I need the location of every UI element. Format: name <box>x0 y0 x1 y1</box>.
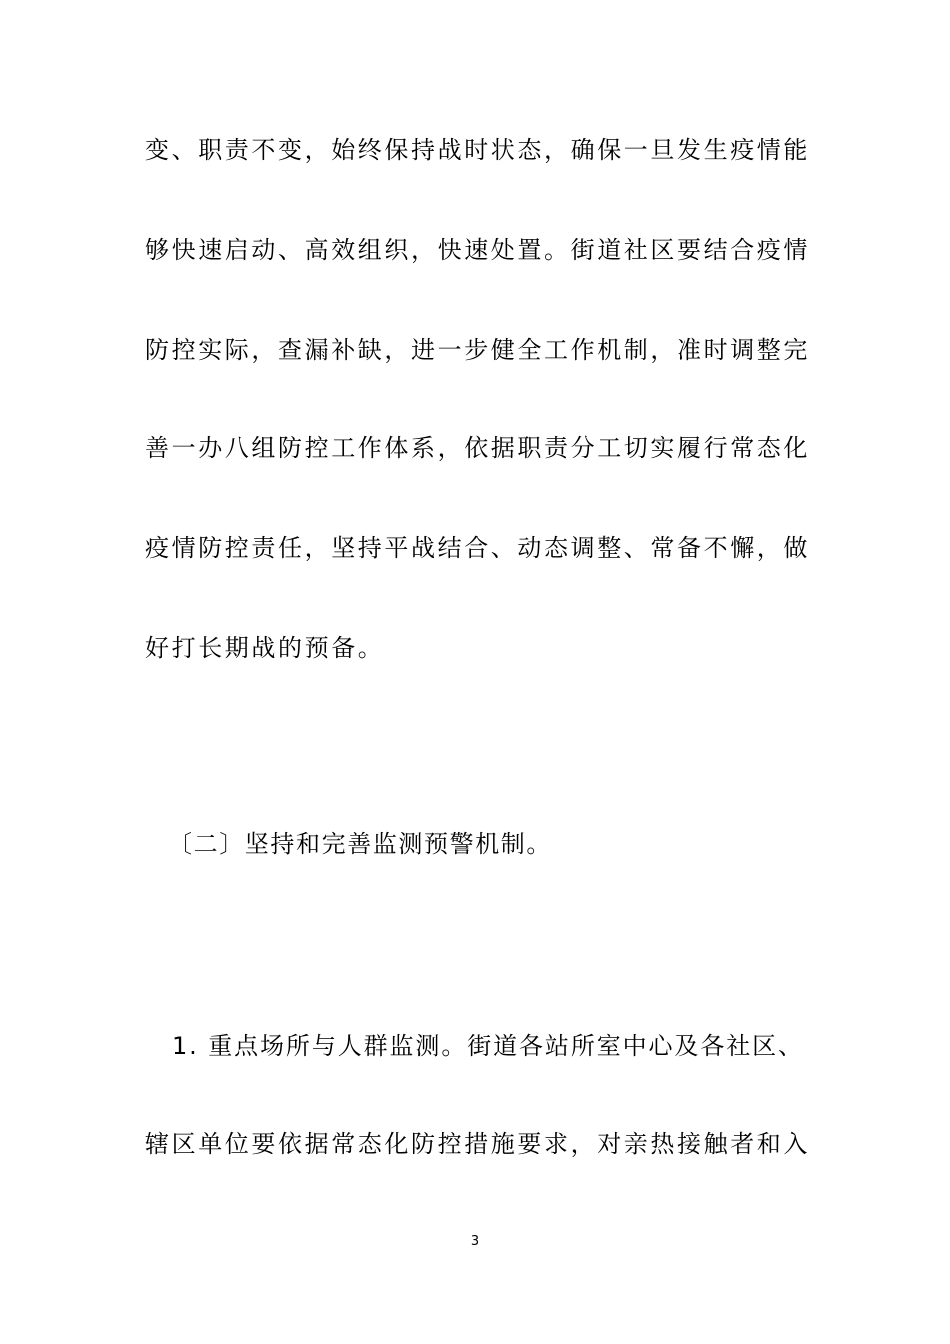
body-text-line: 辖区单位要依据常态化防控措施要求，对亲热接触者和入 <box>145 1130 810 1158</box>
section-heading: 〔二〕坚持和完善监测预警机制。 <box>168 830 552 858</box>
body-text-line: 防控实际，查漏补缺，进一步健全工作机制，准时调整完 <box>145 336 810 364</box>
body-text-line: 疫情防控责任，坚持平战结合、动态调整、常备不懈，做 <box>145 534 810 562</box>
body-text-line: 善一办八组防控工作体系，依据职责分工切实履行常态化 <box>145 434 810 462</box>
body-text-line: 变、职责不变，始终保持战时状态，确保一旦发生疫情能 <box>145 136 810 164</box>
body-text-line: 够快速启动、高效组织，快速处置。街道社区要结合疫情 <box>145 236 810 264</box>
list-item-text-line: 1. 重点场所与人群监测。街道各站所室中心及各社区、 <box>172 1032 804 1060</box>
body-text-line: 好打长期战的预备。 <box>145 634 385 662</box>
page-number: 3 <box>470 1234 480 1249</box>
